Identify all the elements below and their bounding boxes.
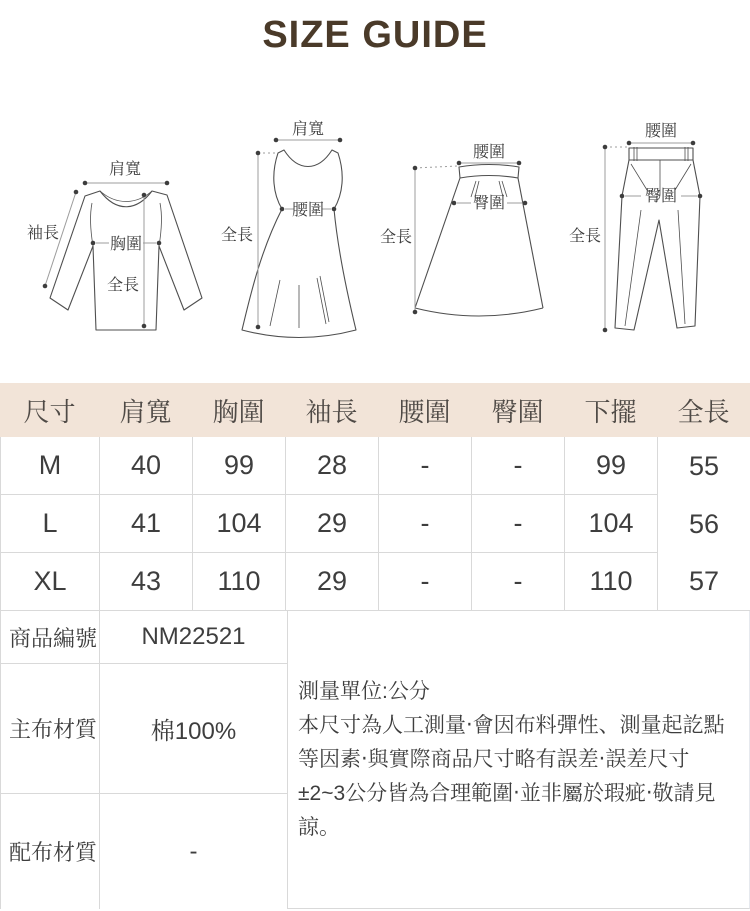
size-table-header-size: 尺寸 bbox=[0, 383, 99, 437]
measurement-disclaimer: 本尺寸為人工測量‧會因布料彈性、測量起訖點等因素‧與實際商品尺寸略有誤差‧誤差尺寸±2~3公分皆為合理範圍‧並非屬於瑕疵‧敬請見諒。 bbox=[298, 713, 725, 839]
size-cell-l-length: 56 bbox=[657, 495, 750, 553]
size-cell-xl-shoulder: 43 bbox=[99, 553, 192, 610]
size-cell-xl-length: 57 bbox=[657, 553, 750, 610]
size-cell-xl-waist: - bbox=[378, 553, 471, 610]
size-table-header-hem: 下擺 bbox=[564, 383, 657, 437]
size-cell-m-hip: - bbox=[471, 437, 564, 495]
size-cell-m-shoulder: 40 bbox=[99, 437, 192, 495]
size-cell-m-sleeve: 28 bbox=[285, 437, 378, 495]
top-length-label: 全長 bbox=[106, 277, 139, 294]
size-table-header-length: 全長 bbox=[657, 383, 750, 437]
size-cell-m-waist: - bbox=[378, 437, 471, 495]
page-title: SIZE GUIDE bbox=[262, 14, 488, 56]
dress-length-label: 全長 bbox=[220, 227, 254, 244]
size-table-header-shoulder: 肩寬 bbox=[99, 383, 192, 437]
product-info-table bbox=[0, 610, 750, 909]
dress-waist-label: 腰圍 bbox=[291, 202, 325, 219]
size-cell-xl-size: XL bbox=[0, 553, 99, 610]
size-cell-m-bust: 99 bbox=[192, 437, 285, 495]
size-cell-m-hem: 99 bbox=[564, 437, 657, 495]
size-cell-m-length: 55 bbox=[657, 437, 750, 495]
size-cell-xl-hip: - bbox=[471, 553, 564, 610]
measurement-notes bbox=[287, 611, 750, 909]
size-cell-xl-sleeve: 29 bbox=[285, 553, 378, 610]
size-cell-xl-bust: 110 bbox=[192, 553, 285, 610]
skirt-waist-label: 腰圍 bbox=[472, 144, 506, 161]
main-fabric-value: 棉100% bbox=[99, 664, 287, 794]
top-sleeve-label: 袖長 bbox=[26, 225, 60, 242]
pants-length-label: 全長 bbox=[568, 228, 601, 245]
secondary-fabric-label: 配布材質 bbox=[0, 794, 99, 909]
size-table-header-bust: 胸圍 bbox=[192, 383, 285, 437]
diagram-long-sleeve-top bbox=[20, 138, 220, 338]
skirt-length-label: 全長 bbox=[380, 229, 413, 246]
diagram-pants bbox=[558, 110, 740, 350]
product-number-value: NM22521 bbox=[99, 611, 287, 664]
size-table-header-hip: 臀圍 bbox=[471, 383, 564, 437]
size-cell-l-hip: - bbox=[471, 495, 564, 553]
skirt-hip-label: 臀圍 bbox=[472, 195, 506, 212]
diagram-dress bbox=[220, 112, 378, 357]
main-fabric-label: 主布材質 bbox=[0, 664, 99, 794]
pants-waist-label: 腰圍 bbox=[644, 123, 678, 140]
top-bust-label: 胸圍 bbox=[109, 236, 143, 253]
size-cell-l-shoulder: 41 bbox=[99, 495, 192, 553]
diagram-skirt bbox=[380, 140, 550, 340]
size-cell-l-bust: 104 bbox=[192, 495, 285, 553]
size-cell-m-size: M bbox=[0, 437, 99, 495]
size-cell-l-waist: - bbox=[378, 495, 471, 553]
size-table-header-waist: 腰圍 bbox=[378, 383, 471, 437]
measurement-unit-line: 測量單位:公分 bbox=[298, 679, 430, 703]
size-table-header-sleeve: 袖長 bbox=[285, 383, 378, 437]
product-number-label: 商品編號 bbox=[0, 611, 99, 664]
secondary-fabric-value: - bbox=[99, 794, 287, 909]
size-cell-l-sleeve: 29 bbox=[285, 495, 378, 553]
size-cell-l-hem: 104 bbox=[564, 495, 657, 553]
size-table bbox=[0, 383, 750, 610]
size-cell-l-size: L bbox=[0, 495, 99, 553]
top-shoulder-label: 肩寬 bbox=[108, 161, 142, 178]
size-cell-xl-hem: 110 bbox=[564, 553, 657, 610]
dress-shoulder-label: 肩寬 bbox=[291, 121, 325, 138]
pants-hip-label: 臀圍 bbox=[644, 188, 678, 205]
measurement-diagrams bbox=[0, 0, 750, 383]
